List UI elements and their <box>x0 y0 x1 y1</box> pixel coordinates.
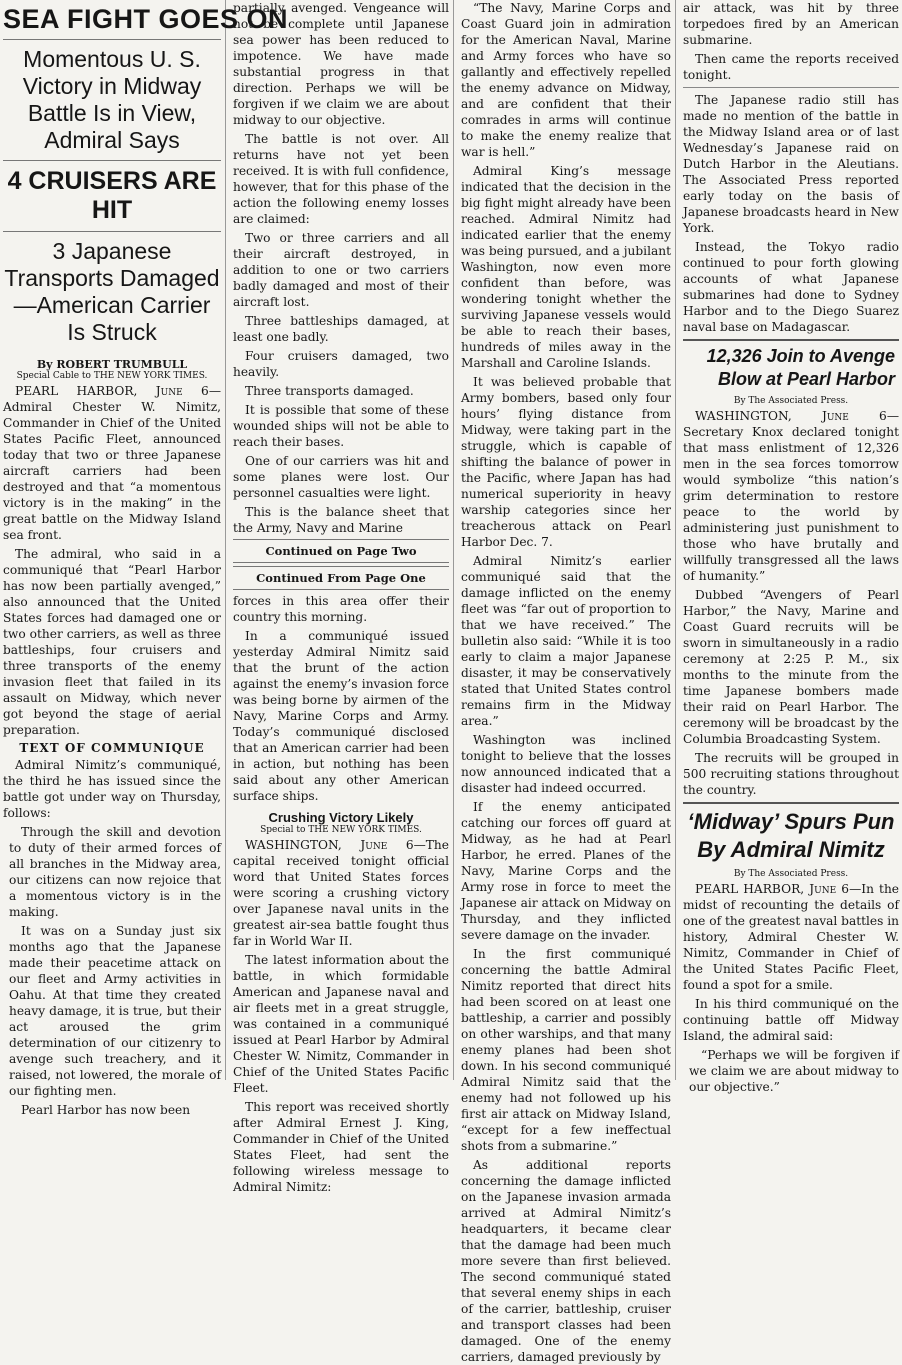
column-4 <box>677 0 902 1094</box>
paragraph: “Perhaps we will be forgiven if we claim we are about midway to our objective.” <box>689 1047 899 1094</box>
dateline: WASHINGTON, June 6 <box>245 838 414 852</box>
paragraph: partially avenged. Vengeance will not be complete until Japanese sea power has been reduced to impotence. We have made substantial progress in that direction. Perhaps we will be forgiven if we claim we are about midway to our objective. <box>233 1 449 127</box>
paragraph: Admiral Nimitz’s earlier communiqué said that the damage inflicted on the enemy fleet was “far out of proportion to that we have received.” The bulletin also said: “While it is too early to claim a major Japanese disaster, it may be conservatively stated that United States control remains firm in the Midway area.” <box>461 554 671 728</box>
avenge-credit: By The Associated Press. <box>733 395 849 406</box>
paragraph: Two or three carriers and all their aircraft destroyed, in addition to one or two carriers badly damaged and most of their aircraft lost. <box>233 231 449 309</box>
deck-transports-damaged: 3 Japanese Transports Damaged—American Carrier Is Struck <box>3 231 221 352</box>
dateline: PEARL HARBOR, June 6 <box>695 881 850 896</box>
column-1 <box>0 0 289 1117</box>
pun-credit: By The Associated Press. <box>733 868 849 879</box>
paragraph: Then came the reports received tonight. <box>683 52 899 82</box>
column-3 <box>455 0 676 1364</box>
deck-momentous-victory: Momentous U. S. Victory in Midway Battle Is in View, Admiral Says <box>3 39 221 160</box>
paragraph: “The Navy, Marine Corps and Coast Guard join in admiration for the American Naval, Marine and Army forces who have so gallantly and effectively repelled the enemy advance on Midway, and are confident that their comrades in arms will continue to make the enemy realize that war is hell.” <box>461 1 671 159</box>
paragraph: Through the skill and devotion to duty of their armed forces of all branches in the Midway area, our citizens can now rejoice that a momentous victory is in the making. <box>9 824 221 919</box>
byline-credit: Special Cable to THE NEW YORK TIMES. <box>16 370 208 381</box>
paragraph: Admiral King’s message indicated that the decision in the big fight might already have been reached. Admiral Nimitz had indicated earlier that the enemy was being pursued, and a jubilant Washington, now even more confident than before, was wondering tonight whether the surviving Japanese vessels would be able to reach their bases, hundreds of miles away in the Marshall and Caroline Islands. <box>461 164 671 370</box>
paragraph: Three battleships damaged, at least one badly. <box>233 314 449 344</box>
paragraph: Pearl Harbor has now been <box>21 1102 191 1117</box>
dateline: WASHINGTON, June 6 <box>695 408 887 423</box>
paragraph: As additional reports concerning the damage inflicted on the Japanese invasion armada arrived at Admiral Nimitz’s headquarters, it became clear that the damage had been much more severe than first believed. The second communiqué stated that several enemy ships in each of the carrier, battleship, cruiser and transport classes had been damaged. One of the enemy carriers, damaged previously by <box>461 1158 671 1364</box>
paragraph: WASHINGTON, June 6—The capital received tonight official word that United States forces were scoring a crushing victory over Japanese naval units in the greatest air-sea battle fought thus far in World War II. <box>233 838 449 948</box>
continued-on-link[interactable]: Continued on Page Two <box>233 539 449 563</box>
paragraph: It was believed probable that Army bombers, based only four hours’ flying distance from Midway, were taking part in the struggle, which is capable of shifting the balance of power in the Pacific, where Japan has had numerical superiority in heavy warship categories since her treacherous attack on Pearl Harbor Dec. 7. <box>461 375 671 549</box>
column-2 <box>227 0 454 1194</box>
continued-from-label: Continued From Page One <box>233 566 449 590</box>
paragraph: Washington was inclined tonight to believe that the losses now announced indicated that a disaster had indeed occurred. <box>461 733 671 795</box>
paragraph: This is the balance sheet that the Army, Navy and Marine <box>233 505 449 535</box>
avenge-heading: 12,326 Join to Avenge Blow at Pearl Harbor <box>683 339 899 396</box>
paragraph: PEARL HARBOR, June 6—In the midst of recounting the details of one of the greatest naval battles in history, Admiral Chester W. Nimitz, Commander in Chief of the United States Pacific Fleet, found a spot for a smile. <box>683 881 900 992</box>
paragraph: Three transports damaged. <box>245 384 414 398</box>
paragraph: In the first communiqué concerning the battle Admiral Nimitz reported that direct hits had been scored on at least one battleship, a carrier and possibly on other warships, and that many enemy planes had been shot down. In his second communiqué Admiral Nimitz said that the enemy had not followed up his first air attack on Midway Island, “except for a few ineffectual shots from a submarine.” <box>461 947 671 1153</box>
masthead: SEA FIGHT GOES ON <box>3 4 289 34</box>
paragraph: The admiral, who said in a communiqué that “Pearl Harbor has now been partially avenged,” also announced that the United States forces had damaged one or two other carriers, as well as three battleships, four cruisers and three transports of the enemy invasion fleet that failed in its assault on Midway, which never got beyond the stage of aerial preparation. <box>3 546 221 737</box>
crushing-victory-heading: Crushing Victory Likely <box>268 810 414 825</box>
paragraph: It was on a Sunday just six months ago that the Japanese made their peacetime attack on our fleet and Army activities in Oahu. At that time they created heavy damage, it is true, but their act aroused the grim determination of our citizenry to avenge such treachery, and it raised, not lowered, the morale of our fighting men. <box>9 923 221 1098</box>
paragraph: The recruits will be grouped in 500 recruiting stations throughout the country. <box>683 750 899 797</box>
paragraph: The latest information about the battle, in which formidable American and Japanese naval and air fleets met in a great struggle, was contained in a communiqué issued at Pearl Harbor by Admiral Chester W. Nimitz, Commander in Chief of the United States Pacific Fleet. <box>233 953 449 1095</box>
paragraph: One of our carriers was hit and some planes were lost. Our personnel casualties were light. <box>233 454 449 500</box>
paragraph: If the enemy anticipated catching our forces off guard at Midway, as he had at Pearl Harbor, he erred. Planes of the Navy, Marine Corps and the Army rose in force to meet the Japanese air attack on Midway on Thursday, and they inflicted severe damage on the invader. <box>461 800 671 942</box>
paragraph: Four cruisers damaged, two heavily. <box>233 349 449 379</box>
divider <box>683 87 899 88</box>
crushing-credit: Special to THE NEW YORK TIMES. <box>260 825 422 835</box>
paragraph: This report was received shortly after Admiral Ernest J. King, Commander in Chief of the United States Fleet, had sent the following wireless message to Admiral Nimitz: <box>233 1100 449 1194</box>
communique-heading: TEXT OF COMMUNIQUE <box>19 740 205 755</box>
paragraph: Dubbed “Avengers of Pearl Harbor,” the Navy, Marine and Coast Guard recruits will be sworn in simultaneously in a radio ceremony at 2:25 P. M., six months to the minute from the time Japanese bombers made their raid on Pearl Harbor. The ceremony will be broadcast by the Columbia Broadcasting System. <box>683 587 899 746</box>
deck-cruisers-hit: 4 CRUISERS ARE HIT <box>3 160 221 232</box>
paragraph: PEARL HARBOR, June 6—Admiral Chester W. Nimitz, Commander in Chief of the United States Pacific Fleet, announced today that two or three Japanese aircraft carriers had been destroyed and that “a momentous victory is in the making” in the great battle on the Midway Island sea front. <box>3 383 221 542</box>
paragraph: Instead, the Tokyo radio continued to pour forth glowing accounts of what Japanese submarines had done to Sydney Harbor and to the Diego Suarez naval base on Madagascar. <box>683 240 899 334</box>
paragraph: air attack, was hit by three torpedoes fired by an American submarine. <box>683 1 899 47</box>
paragraph: forces in this area offer their country this morning. <box>233 594 449 624</box>
dateline: PEARL HARBOR, June 6 <box>15 383 209 398</box>
byline: By ROBERT TRUMBULL <box>36 357 188 371</box>
paragraph: It is possible that some of these wounded ships will not be able to reach their bases. <box>233 403 449 449</box>
paragraph: In a communiqué issued yesterday Admiral Nimitz said that the brunt of the action against the enemy’s invasion force was being borne by airmen of the Navy, Marine Corps and Army. Today’s communiqué disclosed that an American carrier had been in action, but nothing has been said about any other American surface ships. <box>233 629 449 803</box>
paragraph: The Japanese radio still has made no mention of the battle in the Midway Island area or of last Wednesday’s Japanese raid on Dutch Harbor in the Aleutians. The Associated Press reported early today on the basis of Japanese broadcasts heard in New York. <box>683 93 899 235</box>
paragraph: In his third communiqué on the continuing battle off Midway Island, the admiral said: <box>683 996 899 1043</box>
pun-heading: ‘Midway’ Spurs Pun By Admiral Nimitz <box>683 802 899 869</box>
paragraph: Admiral Nimitz’s communiqué, the third he has issued since the battle got under way on Thursday, follows: <box>3 757 221 820</box>
paragraph: The battle is not over. All returns have not yet been received. It is with full confidence, however, that for this phase of the action the following enemy losses are claimed: <box>233 132 449 226</box>
paragraph: WASHINGTON, June 6—Secretary Knox declared tonight that mass enlistment of 12,326 men in the sea forces tomorrow would symbolize “this nation’s grim determination to restore peace to the world by administering just punishment to those who have brutally and willfully transgressed all the laws of humanity.” <box>683 408 899 583</box>
